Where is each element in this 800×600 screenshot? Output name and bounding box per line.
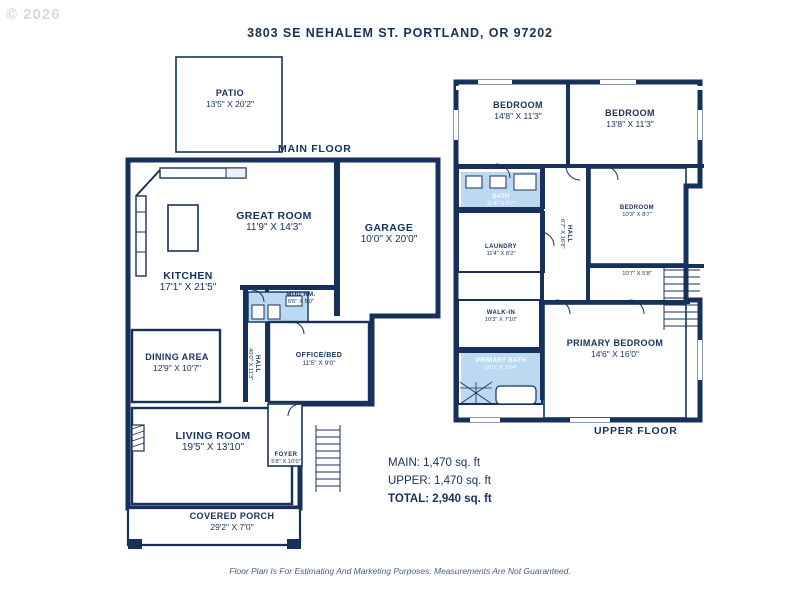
upper-floor-label: UPPER FLOOR <box>594 425 678 437</box>
room-living-room: LIVING ROOM 19'5" X 13'10" <box>175 430 251 454</box>
room-office-bed: OFFICE/BED 11'5" X 9'0" <box>295 352 343 368</box>
room-primary-bath: PRIMARY BATH 10'3" X 10'4" <box>475 358 527 372</box>
room-patio: PATIO 13'5" X 20'2" <box>205 88 255 109</box>
room-hall-main: HALL 40'0" X 11'3" <box>246 347 260 381</box>
room-bedroom-1: BEDROOM 14'8" X 11'3" <box>493 100 543 121</box>
room-hall-upper-2: HALL 10'7" X 5'8" <box>622 264 652 278</box>
watermark: © 2026 <box>6 6 61 23</box>
room-bath: BATH 11'4" X 5'7" <box>486 194 516 208</box>
room-covered-porch: COVERED PORCH 29'2" X 7'0" <box>189 511 275 532</box>
main-floor-label: MAIN FLOOR <box>278 143 352 155</box>
room-garage: GARAGE 10'0" X 20'0" <box>360 222 418 246</box>
summary-main: MAIN: 1,470 sq. ft <box>388 457 481 469</box>
page-title: 3803 SE NEHALEM ST. PORTLAND, OR 97202 <box>247 26 553 40</box>
room-great-room: GREAT ROOM 11'9" X 14'3" <box>236 210 312 234</box>
room-walk-in: WALK-IN 10'3" X 7'10" <box>484 310 518 324</box>
summary-upper: UPPER: 1,470 sq. ft <box>388 474 491 487</box>
room-kitchen: KITCHEN 17'1" X 21'5" <box>159 270 217 294</box>
summary-total: TOTAL: 2,940 sq. ft <box>388 492 492 505</box>
room-dining-area: DINING AREA 12'9" X 10'7" <box>145 352 209 373</box>
disclaimer: Floor Plan Is For Estimating And Marketing Purposes. Measurements Are Not Guaranteed. <box>229 566 571 576</box>
room-bedroom-3: BEDROOM 10'3" X 8'7" <box>619 205 655 219</box>
room-foyer: FOYER 5'8" X 10'0" <box>271 452 301 466</box>
room-laundry: LAUNDRY 11'4" X 8'2" <box>485 244 517 258</box>
room-primary-bedroom: PRIMARY BEDROOM 14'6" X 16'0" <box>566 338 664 359</box>
room-hall-upper-1: HALL 6'7" X 16'8" <box>558 219 572 249</box>
area-summary <box>388 455 492 508</box>
room-bedroom-2: BEDROOM 13'8" X 11'3" <box>605 108 655 129</box>
room-mud-room: MUD RM. 6'5" X 5'0" <box>286 292 316 306</box>
